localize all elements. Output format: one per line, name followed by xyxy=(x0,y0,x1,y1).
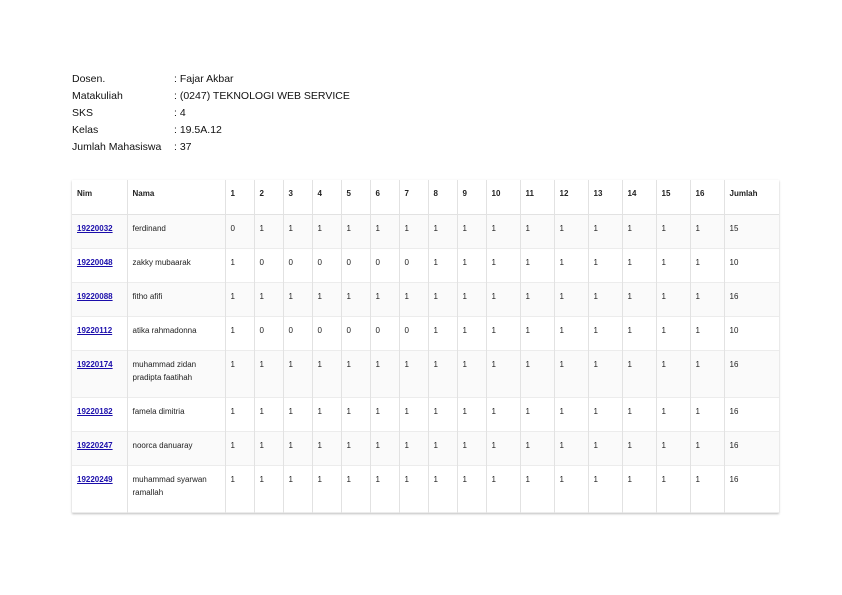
attendance-cell: 1 xyxy=(656,466,690,513)
jumlah-cell: 10 xyxy=(729,326,739,335)
nim-link[interactable]: 19220249 xyxy=(77,475,113,484)
attendance-cell: 1 xyxy=(312,351,341,398)
attendance-cell: 1 xyxy=(225,432,254,466)
info-label: Kelas xyxy=(72,124,99,136)
attendance-cell: 1 xyxy=(370,215,399,249)
attendance-cell: 1 xyxy=(457,283,486,317)
attendance-cell: 0 xyxy=(312,249,341,283)
attendance-cell: 1 xyxy=(428,249,457,283)
attendance-cell: 0 xyxy=(399,249,428,283)
nim-cell xyxy=(72,351,127,398)
column-header: 2 xyxy=(254,180,283,215)
attendance-cell: 1 xyxy=(588,317,622,351)
nama-cell: fitho afifi xyxy=(127,283,225,317)
nim-link[interactable]: 19220247 xyxy=(77,441,113,450)
attendance-cell: 1 xyxy=(486,215,520,249)
nama-cell: zakky mubaarak xyxy=(127,249,225,283)
attendance-cell: 1 xyxy=(312,398,341,432)
column-header: 8 xyxy=(428,180,457,215)
column-header: 14 xyxy=(622,180,656,215)
nim-cell xyxy=(72,317,127,351)
attendance-cell: 1 xyxy=(520,466,554,513)
attendance-cell: 1 xyxy=(312,215,341,249)
attendance-cell: 1 xyxy=(690,215,724,249)
header-row xyxy=(72,180,779,215)
attendance-cell: 0 xyxy=(283,249,312,283)
nim-link[interactable]: 19220048 xyxy=(77,258,113,267)
attendance-cell: 1 xyxy=(622,466,656,513)
nim-link[interactable]: 19220088 xyxy=(77,292,113,301)
attendance-cell: 1 xyxy=(457,466,486,513)
attendance-cell: 1 xyxy=(588,466,622,513)
attendance-cell: 1 xyxy=(622,283,656,317)
column-header: 5 xyxy=(341,180,370,215)
column-header: 16 xyxy=(690,180,724,215)
column-header: 12 xyxy=(554,180,588,215)
attendance-cell: 1 xyxy=(520,249,554,283)
attendance-cell: 1 xyxy=(428,351,457,398)
attendance-cell: 1 xyxy=(520,283,554,317)
attendance-cell: 1 xyxy=(588,432,622,466)
jumlah-cell: 16 xyxy=(729,441,739,450)
attendance-cell: 0 xyxy=(341,249,370,283)
attendance-cell: 1 xyxy=(622,215,656,249)
nim-cell xyxy=(72,215,127,249)
attendance-cell: 1 xyxy=(370,466,399,513)
column-header: 4 xyxy=(312,180,341,215)
column-header: Jumlah xyxy=(724,180,779,215)
nim-cell xyxy=(72,432,127,466)
attendance-cell: 1 xyxy=(312,432,341,466)
table-header xyxy=(72,180,779,215)
attendance-cell: 1 xyxy=(690,351,724,398)
attendance-cell: 1 xyxy=(520,432,554,466)
table-row xyxy=(72,249,779,283)
attendance-cell: 1 xyxy=(554,432,588,466)
column-header: 7 xyxy=(399,180,428,215)
attendance-cell: 1 xyxy=(254,215,283,249)
attendance-cell: 1 xyxy=(656,215,690,249)
attendance-cell: 0 xyxy=(283,317,312,351)
attendance-cell: 1 xyxy=(283,398,312,432)
info-row-jumlah-mahasiswa xyxy=(72,139,350,156)
attendance-cell: 1 xyxy=(554,466,588,513)
attendance-cell: 1 xyxy=(399,398,428,432)
nim-link[interactable]: 19220174 xyxy=(77,360,113,369)
attendance-cell: 1 xyxy=(225,283,254,317)
attendance-cell: 1 xyxy=(486,317,520,351)
attendance-cell: 1 xyxy=(341,215,370,249)
nim-cell xyxy=(72,249,127,283)
jumlah-cell: 16 xyxy=(729,407,739,416)
column-header: 9 xyxy=(457,180,486,215)
attendance-cell: 1 xyxy=(312,466,341,513)
attendance-cell: 1 xyxy=(399,466,428,513)
column-header: 11 xyxy=(520,180,554,215)
attendance-cell: 1 xyxy=(690,317,724,351)
nama-cell: muhammad syarwan ramallah xyxy=(127,466,225,513)
attendance-cell: 0 xyxy=(225,215,254,249)
attendance-cell: 1 xyxy=(690,249,724,283)
attendance-cell: 1 xyxy=(225,351,254,398)
attendance-cell: 0 xyxy=(399,317,428,351)
attendance-cell: 1 xyxy=(588,215,622,249)
jumlah-cell: 15 xyxy=(729,224,739,233)
attendance-cell: 1 xyxy=(457,249,486,283)
info-row-dosen xyxy=(72,71,350,88)
attendance-cell: 1 xyxy=(457,351,486,398)
info-label: Jumlah Mahasiswa xyxy=(72,141,162,153)
attendance-cell: 1 xyxy=(370,283,399,317)
attendance-cell: 1 xyxy=(520,215,554,249)
attendance-cell: 1 xyxy=(341,398,370,432)
attendance-cell: 1 xyxy=(486,351,520,398)
info-value: : 19.5A.12 xyxy=(174,124,222,136)
nama-cell: ferdinand xyxy=(127,215,225,249)
attendance-cell: 1 xyxy=(656,283,690,317)
course-info xyxy=(72,71,350,156)
attendance-cell: 1 xyxy=(486,283,520,317)
attendance-cell: 1 xyxy=(283,283,312,317)
table-row xyxy=(72,317,779,351)
attendance-cell: 1 xyxy=(690,398,724,432)
attendance-cell: 1 xyxy=(554,249,588,283)
jumlah-cell: 16 xyxy=(729,292,739,301)
attendance-cell: 1 xyxy=(254,466,283,513)
attendance-cell: 1 xyxy=(486,466,520,513)
attendance-cell: 1 xyxy=(486,398,520,432)
attendance-cell: 1 xyxy=(225,466,254,513)
attendance-cell: 1 xyxy=(690,466,724,513)
column-header: 6 xyxy=(370,180,399,215)
attendance-cell: 1 xyxy=(622,351,656,398)
attendance-cell: 1 xyxy=(254,351,283,398)
attendance-cell: 1 xyxy=(554,398,588,432)
attendance-cell: 1 xyxy=(690,283,724,317)
attendance-cell: 0 xyxy=(312,317,341,351)
attendance-cell: 1 xyxy=(588,351,622,398)
attendance-cell: 1 xyxy=(656,351,690,398)
attendance-cell: 1 xyxy=(370,432,399,466)
nama-cell: famela dimitria xyxy=(127,398,225,432)
column-header: Nama xyxy=(127,180,225,215)
attendance-cell: 1 xyxy=(428,317,457,351)
table-row xyxy=(72,215,779,249)
attendance-cell: 1 xyxy=(520,398,554,432)
attendance-cell: 1 xyxy=(283,351,312,398)
attendance-cell: 1 xyxy=(520,351,554,398)
attendance-cell: 1 xyxy=(341,432,370,466)
column-header: 1 xyxy=(225,180,254,215)
attendance-cell: 0 xyxy=(254,249,283,283)
attendance-cell: 1 xyxy=(341,466,370,513)
attendance-cell: 1 xyxy=(622,249,656,283)
attendance-cell: 1 xyxy=(622,398,656,432)
nim-link[interactable]: 19220032 xyxy=(77,224,113,233)
attendance-cell: 1 xyxy=(428,432,457,466)
attendance-cell: 1 xyxy=(370,351,399,398)
nim-cell xyxy=(72,283,127,317)
attendance-cell: 1 xyxy=(486,432,520,466)
attendance-cell: 1 xyxy=(690,432,724,466)
info-value: : 4 xyxy=(174,107,186,119)
attendance-cell: 1 xyxy=(399,351,428,398)
attendance-cell: 1 xyxy=(370,398,399,432)
nim-cell xyxy=(72,466,127,513)
attendance-cell: 1 xyxy=(283,432,312,466)
attendance-table xyxy=(72,180,779,513)
attendance-cell: 1 xyxy=(457,215,486,249)
attendance-cell: 1 xyxy=(656,398,690,432)
attendance-cell: 1 xyxy=(588,283,622,317)
attendance-cell: 1 xyxy=(554,215,588,249)
table-row xyxy=(72,283,779,317)
info-row-sks xyxy=(72,105,350,122)
attendance-cell: 1 xyxy=(312,283,341,317)
attendance-cell: 1 xyxy=(554,283,588,317)
attendance-cell: 1 xyxy=(428,466,457,513)
jumlah-cell: 16 xyxy=(729,360,739,369)
jumlah-cell: 10 xyxy=(729,258,739,267)
attendance-cell: 1 xyxy=(486,249,520,283)
attendance-cell: 1 xyxy=(283,215,312,249)
table-row xyxy=(72,432,779,466)
jumlah-cell: 16 xyxy=(729,475,739,484)
column-header: 10 xyxy=(486,180,520,215)
info-value: : 37 xyxy=(174,141,192,153)
nama-cell: muhammad zidan pradipta faatihah xyxy=(127,351,225,398)
attendance-cell: 1 xyxy=(341,351,370,398)
attendance-cell: 1 xyxy=(622,432,656,466)
table-body xyxy=(72,215,779,513)
attendance-cell: 1 xyxy=(457,317,486,351)
attendance-cell: 1 xyxy=(254,283,283,317)
info-value: : Fajar Akbar xyxy=(174,73,234,85)
attendance-cell: 0 xyxy=(341,317,370,351)
nim-link[interactable]: 19220182 xyxy=(77,407,113,416)
info-label: Matakuliah xyxy=(72,90,123,102)
nama-cell: atika rahmadonna xyxy=(127,317,225,351)
attendance-cell: 1 xyxy=(225,317,254,351)
attendance-cell: 1 xyxy=(656,249,690,283)
nama-cell: noorca danuaray xyxy=(127,432,225,466)
attendance-cell: 1 xyxy=(520,317,554,351)
table-row xyxy=(72,466,779,513)
attendance-cell: 1 xyxy=(428,215,457,249)
table-row xyxy=(72,398,779,432)
attendance-cell: 1 xyxy=(457,398,486,432)
attendance-cell: 1 xyxy=(225,249,254,283)
attendance-cell: 1 xyxy=(254,432,283,466)
column-header: Nim xyxy=(72,180,127,215)
attendance-cell: 1 xyxy=(622,317,656,351)
attendance-cell: 1 xyxy=(399,432,428,466)
attendance-cell: 1 xyxy=(254,398,283,432)
attendance-cell: 1 xyxy=(341,283,370,317)
attendance-cell: 1 xyxy=(588,249,622,283)
attendance-cell: 1 xyxy=(225,398,254,432)
attendance-cell: 1 xyxy=(428,283,457,317)
info-row-kelas xyxy=(72,122,350,139)
attendance-cell: 1 xyxy=(656,317,690,351)
attendance-cell: 1 xyxy=(399,215,428,249)
info-row-matakuliah xyxy=(72,88,350,105)
attendance-cell: 0 xyxy=(254,317,283,351)
attendance-cell: 1 xyxy=(554,351,588,398)
info-label: Dosen. xyxy=(72,73,106,85)
info-label: SKS xyxy=(72,107,94,119)
attendance-cell: 1 xyxy=(283,466,312,513)
attendance-cell: 1 xyxy=(656,432,690,466)
attendance-cell: 1 xyxy=(457,432,486,466)
nim-link[interactable]: 19220112 xyxy=(77,326,113,335)
attendance-cell: 1 xyxy=(428,398,457,432)
column-header: 3 xyxy=(283,180,312,215)
table-row xyxy=(72,351,779,398)
attendance-cell: 0 xyxy=(370,249,399,283)
attendance-cell: 1 xyxy=(399,283,428,317)
attendance-cell: 1 xyxy=(588,398,622,432)
attendance-cell: 0 xyxy=(370,317,399,351)
column-header: 15 xyxy=(656,180,690,215)
info-value: : (0247) TEKNOLOGI WEB SERVICE xyxy=(174,90,350,102)
column-header: 13 xyxy=(588,180,622,215)
nim-cell xyxy=(72,398,127,432)
attendance-cell: 1 xyxy=(554,317,588,351)
